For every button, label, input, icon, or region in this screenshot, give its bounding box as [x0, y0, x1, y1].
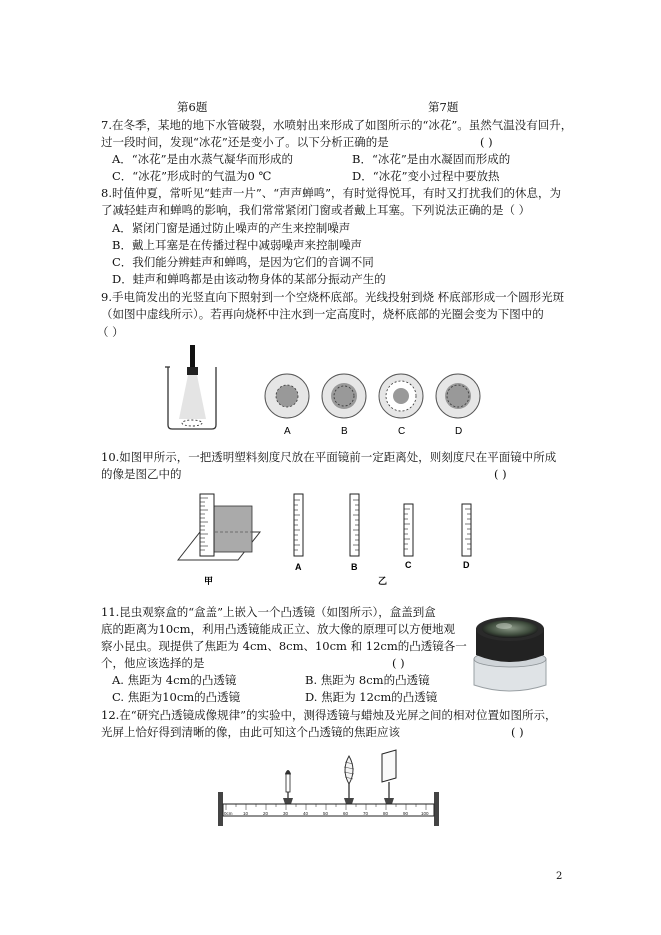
scale-unit: 0cm — [224, 811, 233, 816]
caption-q6: 第6题 — [177, 100, 208, 114]
q9-option-a-circle — [265, 374, 309, 418]
q10-option-d-ruler — [462, 504, 471, 556]
q11-stem-line3: 察小昆虫。现提供了焦距为 4cm、8cm、10cm 和 12cm的凸透镜各一 — [101, 639, 467, 653]
optical-bench-figure — [212, 748, 448, 830]
q9-stem-line3: （ ） — [97, 325, 124, 339]
ruler-mirror-figure — [170, 488, 490, 588]
q10-stem-line1: 10.如图甲所示，一把透明塑料刻度尺放在平面镜前一定距离处，则刻度尺在平面镜中所成 — [101, 450, 557, 464]
q10-label-yi: 乙 — [378, 577, 388, 587]
q7-answer-paren: ( ) — [480, 135, 493, 149]
q8-stem-line2: 了减轻蛙声和蝉鸣的影响，我们常常紧闭门窗或者戴上耳塞。下列说法正确的是（ ） — [101, 203, 531, 217]
q11-option-a: A. 焦距为 4cm的凸透镜 — [112, 673, 237, 687]
q9-stem-line1: 9.手电筒发出的光竖直向下照射到一个空烧杯底部。光线投射到烧 杯底部形成一个圆形光斑 — [101, 290, 565, 304]
q12-stem-line2: 光屏上恰好得到清晰的像，由此可知这个凸透镜的焦距应该 — [101, 725, 400, 739]
scale-tick-70: 70 — [363, 811, 369, 816]
q10-label-d: D — [463, 560, 470, 570]
beaker-flashlight-figure — [162, 345, 222, 435]
q11-option-b: B. 焦距为 8cm的凸透镜 — [305, 673, 430, 687]
scale-tick-40: 40 — [303, 811, 309, 816]
q7-option-d: D．“冰花”变小过程中要放热 — [352, 169, 500, 183]
light-screen-icon — [382, 750, 396, 804]
q11-answer-paren: ( ) — [392, 656, 405, 670]
q11-stem-line2: 底的距离为10cm，利用凸透镜能成正立、放大像的原理可以方便地观 — [101, 622, 455, 636]
q10-stem-line2: 的像是图乙中的 — [101, 467, 182, 481]
scale-tick-100: 100 — [421, 811, 429, 816]
q9-label-b: B — [341, 426, 348, 437]
q9-option-d-circle — [436, 374, 480, 418]
scale-tick-50: 50 — [323, 811, 329, 816]
q7-stem-line1: 7.在冬季，某地的地下水管破裂，水喷射出来形成了如图所示的“冰花”。虽然气温没有回升， — [101, 118, 573, 132]
q10-answer-paren: ( ) — [494, 467, 507, 481]
q12-stem-line1: 12.在“研究凸透镜成像规律”的实验中，测得透镜与蜡烛及光屏之间的相对位置如图所示， — [101, 708, 557, 722]
scale-tick-90: 90 — [403, 811, 409, 816]
q10-label-c: C — [405, 560, 412, 570]
q12-answer-paren: ( ) — [511, 725, 524, 739]
q11-stem-line1: 11.昆虫观察盒的“盒盖”上嵌入一个凸透镜（如图所示），盒盖到盒 — [101, 605, 436, 619]
q9-option-circles — [260, 370, 485, 440]
q10-label-a: A — [295, 562, 302, 572]
q7-option-b: B．“冰花”是由水凝固而形成的 — [352, 152, 511, 166]
scale-tick-80: 80 — [383, 811, 389, 816]
q10-label-b: B — [351, 562, 358, 572]
convex-lens-icon — [344, 756, 354, 804]
q7-stem-line2: 过一段时间，发现“冰花”还是变小了。以下分析正确的是 — [101, 135, 389, 149]
q8-option-a: A．紧闭门窗是通过防止噪声的产生来控制噪声 — [112, 221, 351, 235]
page-number: 2 — [556, 871, 563, 882]
q9-stem-line2: （如图中虚线所示）。若再向烧杯中注水到一定高度时，烧杯底部的光圈会变为下图中的 — [101, 307, 544, 321]
q9-label-c: C — [398, 426, 406, 437]
scale-tick-60: 60 — [343, 811, 349, 816]
q9-option-b-circle — [322, 374, 366, 418]
q8-stem-line1: 8.时值仲夏，常听见“蛙声一片”、“声声蝉鸣”，有时觉得悦耳，有时又打扰我们的休息，为 — [101, 186, 561, 200]
q8-option-b: B．戴上耳塞是在传播过程中减弱噪声来控制噪声 — [112, 238, 362, 252]
q9-label-a: A — [284, 426, 291, 437]
q8-option-c: C．我们能分辨蛙声和蝉鸣，是因为它们的音调不同 — [112, 255, 374, 269]
scale-tick-30: 30 — [283, 811, 289, 816]
scale-tick-20: 20 — [263, 811, 269, 816]
q10-label-jia: 甲 — [204, 577, 214, 587]
q7-option-c: C．“冰花”形成时的气温为0 ℃ — [112, 169, 272, 183]
q10-option-b-ruler — [350, 494, 359, 556]
candle-icon — [283, 770, 293, 804]
q8-option-d: D．蛙声和蝉鸣都是由该动物身体的某部分振动产生的 — [112, 272, 386, 286]
q10-option-c-ruler — [404, 504, 413, 556]
q9-label-d: D — [455, 426, 463, 437]
q11-stem-line4: 个，他应该选择的是 — [101, 656, 205, 670]
caption-q7: 第7题 — [428, 100, 459, 114]
q11-option-d: D. 焦距为 12cm的凸透镜 — [305, 690, 438, 704]
q10-option-a-ruler — [294, 494, 303, 556]
q11-option-c: C. 焦距为10cm的凸透镜 — [112, 690, 241, 704]
q9-option-c-circle — [379, 374, 423, 418]
insect-box-photo — [462, 607, 558, 697]
q7-option-a: A．“冰花”是由水蒸气凝华而形成的 — [112, 152, 294, 166]
scale-tick-10: 10 — [243, 811, 249, 816]
